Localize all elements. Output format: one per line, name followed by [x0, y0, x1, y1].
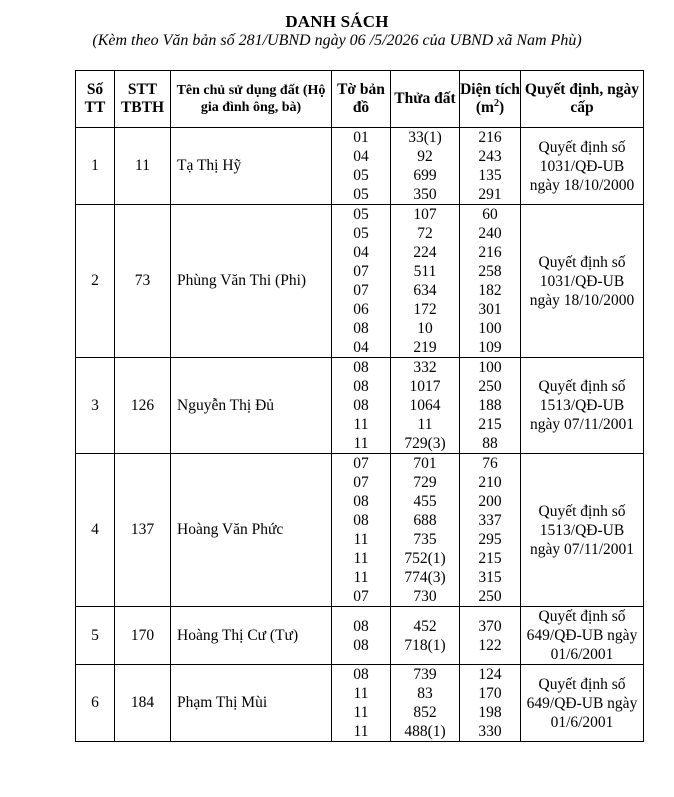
- dien-tich-value: 295: [478, 531, 502, 548]
- cell-stt-tbth: 170: [115, 607, 171, 665]
- thua-dat-value: 455: [413, 493, 437, 510]
- document-subtitle: (Kèm theo Văn bản số 281/UBND ngày 06 /5/2026 của UBND xã Nam Phù): [92, 32, 582, 49]
- cell-quyet-dinh: [521, 205, 644, 358]
- to-ban-do-value: 11: [353, 550, 369, 567]
- header-quyet-dinh: Quyết định, ngày cấp: [521, 71, 644, 128]
- cell-quyet-dinh: [521, 454, 644, 607]
- dien-tich-value: 243: [478, 148, 502, 165]
- thua-dat-value: 92: [417, 148, 433, 165]
- thua-dat-value: 739: [413, 666, 437, 683]
- dien-tich-value: 370: [478, 617, 502, 635]
- cell-so-tt: 1: [76, 128, 115, 205]
- to-ban-do-value: 11: [353, 723, 369, 740]
- table-row: [76, 128, 644, 205]
- dien-tich-value: 337: [478, 512, 502, 529]
- dien-tich-value: 100: [478, 320, 502, 337]
- cell-dien-tich: [460, 128, 521, 205]
- thua-dat-value: 852: [413, 704, 437, 721]
- header-dien-tich: [460, 71, 521, 128]
- cell-to-ban-do: [332, 358, 391, 454]
- land-list-table: [75, 70, 644, 742]
- quyet-dinh-line: Quyết định số: [538, 138, 626, 156]
- to-ban-do-value: 08: [353, 359, 369, 376]
- cell-ten-chu: Phạm Thị Mùi: [171, 665, 332, 742]
- to-ban-do-value: 11: [353, 685, 369, 702]
- quyet-dinh-line: 1513/QĐ-UB: [539, 521, 625, 539]
- dien-tich-value: 250: [478, 378, 502, 395]
- document-title: DANH SÁCH: [285, 12, 389, 31]
- to-ban-do-value: 05: [353, 225, 369, 242]
- cell-thua-dat: [391, 665, 460, 742]
- table-row: [76, 358, 644, 454]
- cell-ten-chu: Hoàng Văn Phức: [171, 454, 332, 607]
- cell-dien-tich: [460, 454, 521, 607]
- to-ban-do-value: 11: [353, 435, 369, 452]
- quyet-dinh-line: Quyết định số: [538, 502, 626, 520]
- quyet-dinh-line: Quyết định số: [538, 675, 626, 693]
- dien-tich-value: 122: [478, 636, 502, 654]
- cell-stt-tbth: 73: [115, 205, 171, 358]
- dien-tich-value: 200: [478, 493, 502, 510]
- header-to-ban-do: Tờ bản đồ: [332, 71, 391, 128]
- dien-tich-value: 216: [478, 244, 502, 261]
- dien-tich-value: 135: [478, 167, 502, 184]
- cell-thua-dat: [391, 128, 460, 205]
- thua-dat-value: 33(1): [408, 129, 442, 146]
- header-ten-chu: Tên chủ sử dụng đất (Hộ gia đình ông, bà): [171, 71, 332, 128]
- thua-dat-value: 219: [413, 339, 437, 356]
- table-row: [76, 205, 644, 358]
- thua-dat-value: 83: [417, 685, 433, 702]
- to-ban-do-value: 08: [353, 666, 369, 683]
- cell-so-tt: 6: [76, 665, 115, 742]
- to-ban-do-value: 11: [353, 704, 369, 721]
- to-ban-do-value: 08: [353, 617, 369, 635]
- thua-dat-value: 1017: [409, 378, 441, 395]
- thua-dat-value: 452: [413, 617, 437, 635]
- dien-tich-value: 124: [478, 666, 502, 683]
- dien-tich-value: 198: [478, 704, 502, 721]
- cell-so-tt: 4: [76, 454, 115, 607]
- thua-dat-value: 730: [413, 588, 437, 605]
- quyet-dinh-line: 649/QĐ-UB ngày: [526, 694, 638, 712]
- header-stt-tbth: STT TBTH: [115, 71, 171, 128]
- to-ban-do-value: 08: [353, 493, 369, 510]
- thua-dat-value: 699: [413, 167, 437, 184]
- dien-tich-value: 291: [478, 186, 502, 203]
- table-header-row: [76, 71, 644, 128]
- cell-quyet-dinh: [521, 358, 644, 454]
- to-ban-do-value: 11: [353, 569, 369, 586]
- cell-dien-tich: [460, 665, 521, 742]
- quyet-dinh-line: 01/6/2001: [550, 713, 614, 731]
- cell-quyet-dinh: [521, 607, 644, 665]
- cell-quyet-dinh: [521, 665, 644, 742]
- cell-dien-tich: [460, 607, 521, 665]
- cell-to-ban-do: [332, 128, 391, 205]
- cell-ten-chu: Hoàng Thị Cư (Tư): [171, 607, 332, 665]
- thua-dat-value: 72: [417, 225, 433, 242]
- thua-dat-value: 488(1): [404, 723, 446, 740]
- dien-tich-value: 88: [482, 435, 498, 452]
- quyet-dinh-line: 1031/QĐ-UB: [539, 157, 625, 175]
- cell-thua-dat: [391, 607, 460, 665]
- quyet-dinh-line: Quyết định số: [538, 378, 626, 395]
- cell-thua-dat: [391, 454, 460, 607]
- table-row: [76, 665, 644, 742]
- thua-dat-value: 350: [413, 186, 437, 203]
- thua-dat-value: 774(3): [404, 569, 446, 586]
- thua-dat-value: 1064: [409, 397, 441, 414]
- quyet-dinh-line: Quyết định số: [538, 608, 626, 625]
- header-dien-tich-text: Diện tích (m: [460, 81, 520, 116]
- dien-tich-value: 215: [478, 550, 502, 567]
- dien-tich-value: 109: [478, 339, 502, 356]
- to-ban-do-value: 08: [353, 397, 369, 414]
- cell-thua-dat: [391, 205, 460, 358]
- cell-ten-chu: Phùng Văn Thi (Phi): [171, 205, 332, 358]
- thua-dat-value: 735: [413, 531, 437, 548]
- dien-tich-value: 215: [478, 416, 502, 433]
- to-ban-do-value: 04: [353, 244, 369, 261]
- to-ban-do-value: 07: [353, 282, 369, 299]
- cell-stt-tbth: 137: [115, 454, 171, 607]
- dien-tich-value: 210: [478, 474, 502, 491]
- to-ban-do-value: 01: [353, 129, 369, 146]
- cell-to-ban-do: [332, 607, 391, 665]
- quyet-dinh-line: 649/QĐ-UB ngày: [526, 627, 638, 644]
- cell-so-tt: 3: [76, 358, 115, 454]
- dien-tich-value: 100: [478, 359, 502, 376]
- thua-dat-value: 10: [417, 320, 433, 337]
- quyet-dinh-line: 1031/QĐ-UB: [539, 272, 625, 290]
- thua-dat-value: 701: [413, 455, 437, 472]
- thua-dat-value: 511: [413, 263, 437, 280]
- dien-tich-value: 240: [478, 225, 502, 242]
- to-ban-do-value: 07: [353, 474, 369, 491]
- quyet-dinh-line: Quyết định số: [538, 253, 626, 271]
- to-ban-do-value: 08: [353, 378, 369, 395]
- thua-dat-value: 688: [413, 512, 437, 529]
- dien-tich-value: 216: [478, 129, 502, 146]
- dien-tich-value: 188: [478, 397, 502, 414]
- dien-tich-value: 170: [478, 685, 502, 702]
- to-ban-do-value: 04: [353, 148, 369, 165]
- to-ban-do-value: 07: [353, 263, 369, 280]
- cell-to-ban-do: [332, 205, 391, 358]
- cell-ten-chu: Tạ Thị Hỹ: [171, 128, 332, 205]
- quyet-dinh-line: ngày 18/10/2000: [529, 176, 635, 194]
- dien-tich-value: 301: [478, 301, 502, 318]
- thua-dat-value: 11: [417, 416, 433, 433]
- to-ban-do-value: 11: [353, 416, 369, 433]
- to-ban-do-value: 08: [353, 320, 369, 337]
- dien-tich-value: 182: [478, 282, 502, 299]
- cell-stt-tbth: 11: [115, 128, 171, 205]
- header-dien-tich-close: ): [498, 99, 505, 116]
- thua-dat-value: 224: [413, 244, 437, 261]
- cell-ten-chu: Nguyễn Thị Đủ: [171, 358, 332, 454]
- dien-tich-value: 315: [478, 569, 502, 586]
- dien-tich-value: 258: [478, 263, 502, 280]
- dien-tich-value: 76: [482, 455, 498, 472]
- cell-stt-tbth: 126: [115, 358, 171, 454]
- thua-dat-value: 752(1): [404, 550, 446, 567]
- thua-dat-value: 172: [413, 301, 437, 318]
- thua-dat-value: 718(1): [404, 636, 446, 654]
- quyet-dinh-line: ngày 18/10/2000: [529, 291, 635, 309]
- to-ban-do-value: 05: [353, 167, 369, 184]
- to-ban-do-value: 06: [353, 301, 369, 318]
- to-ban-do-value: 08: [353, 512, 369, 529]
- thua-dat-value: 729: [413, 474, 437, 491]
- cell-to-ban-do: [332, 665, 391, 742]
- to-ban-do-value: 11: [353, 531, 369, 548]
- quyet-dinh-line: 1513/QĐ-UB: [539, 397, 625, 414]
- cell-to-ban-do: [332, 454, 391, 607]
- table-body: [76, 128, 644, 742]
- dien-tich-value: 60: [482, 206, 498, 223]
- cell-so-tt: 2: [76, 205, 115, 358]
- to-ban-do-value: 05: [353, 186, 369, 203]
- dien-tich-value: 250: [478, 588, 502, 605]
- dien-tich-value: 330: [478, 723, 502, 740]
- cell-thua-dat: [391, 358, 460, 454]
- to-ban-do-value: 07: [353, 455, 369, 472]
- cell-quyet-dinh: [521, 128, 644, 205]
- to-ban-do-value: 05: [353, 206, 369, 223]
- header-so-tt: Số TT: [76, 71, 115, 128]
- cell-dien-tich: [460, 205, 521, 358]
- quyet-dinh-line: ngày 07/11/2001: [529, 540, 635, 558]
- thua-dat-value: 634: [413, 282, 437, 299]
- cell-stt-tbth: 184: [115, 665, 171, 742]
- header-dien-tich-sup: 2: [493, 97, 499, 109]
- table-row: [76, 454, 644, 607]
- to-ban-do-value: 08: [353, 636, 369, 654]
- cell-dien-tich: [460, 358, 521, 454]
- table-row: [76, 607, 644, 665]
- thua-dat-value: 107: [413, 206, 437, 223]
- to-ban-do-value: 04: [353, 339, 369, 356]
- header-thua-dat: Thửa đất: [391, 71, 460, 128]
- thua-dat-value: 729(3): [404, 435, 446, 452]
- quyet-dinh-line: 01/6/2001: [550, 646, 614, 663]
- cell-so-tt: 5: [76, 607, 115, 665]
- quyet-dinh-line: ngày 07/11/2001: [529, 416, 635, 433]
- thua-dat-value: 332: [413, 359, 437, 376]
- to-ban-do-value: 07: [353, 588, 369, 605]
